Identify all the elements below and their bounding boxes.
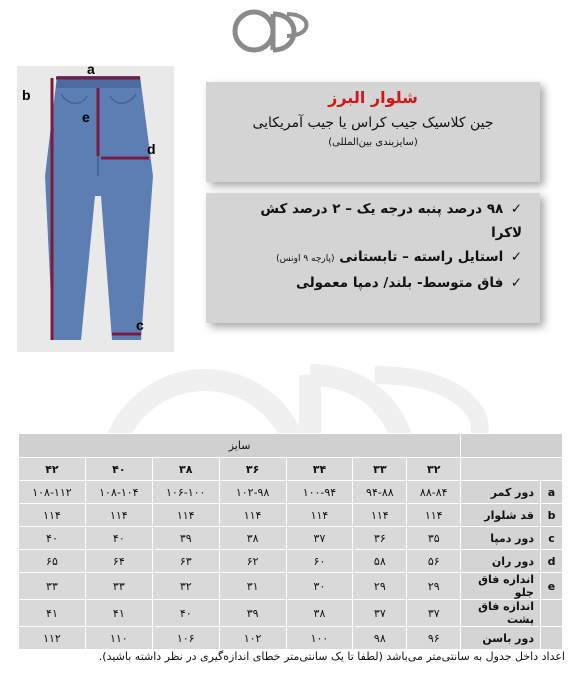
product-title: شلوار البرز: [328, 88, 418, 107]
feature-continuation: لاکرا: [491, 225, 522, 241]
table-cell: ۹۸: [353, 627, 407, 650]
table-row: [19, 481, 563, 504]
check-icon: ✓: [510, 275, 522, 291]
row-letter: c: [541, 527, 563, 550]
table-cell: ۸۸-۸۴: [407, 481, 461, 504]
table-cell: ۱۰۰-۹۴: [286, 481, 353, 504]
table-cell: ۲۹: [407, 573, 461, 600]
table-cell: ۳۳: [19, 573, 86, 600]
table-cell: ۶۲: [219, 550, 286, 573]
table-row: [19, 627, 563, 650]
size-header-row: [19, 434, 563, 458]
feature-text: ۹۸ درصد پنبه درجه یک – ۲ درصد کش: [260, 201, 504, 217]
table-row: [19, 600, 563, 627]
check-icon: ✓: [510, 249, 522, 265]
table-cell: ۱۱۴: [85, 504, 152, 527]
size-cell: ۳۴: [286, 458, 353, 481]
table-cell: ۴۱: [85, 600, 152, 627]
table-cell: ۱۰۲: [219, 627, 286, 650]
table-cell: ۶۵: [19, 550, 86, 573]
table-cell: ۱۰۸-۱۰۴: [85, 481, 152, 504]
product-title-box: [206, 82, 540, 182]
table-cell: ۴۰: [85, 527, 152, 550]
table-cell: ۳۷: [286, 527, 353, 550]
table-cell: ۱۱۴: [353, 504, 407, 527]
table-cell: ۲۹: [353, 573, 407, 600]
product-subtitle: جین کلاسیک جیب کراس یا جیب آمریکایی: [252, 115, 494, 131]
table-cell: ۳۶: [353, 527, 407, 550]
row-letter: b: [541, 504, 563, 527]
table-cell: ۱۰۶-۱۰۰: [152, 481, 219, 504]
row-label: قد شلوار: [461, 504, 541, 527]
feature-item: [206, 245, 540, 271]
table-cell: ۳۰: [286, 573, 353, 600]
table-cell: ۴۰: [152, 600, 219, 627]
table-cell: ۳۲: [152, 573, 219, 600]
sizes-row: [19, 458, 563, 481]
table-cell: ۱۱۴: [407, 504, 461, 527]
jeans-illustration: [17, 66, 174, 352]
row-label: دور دمپا: [461, 527, 541, 550]
table-cell: ۵۸: [353, 550, 407, 573]
table-cell: ۳۵: [407, 527, 461, 550]
label-a: a: [87, 66, 95, 77]
row-label: دور ران: [461, 550, 541, 573]
jeans-measurement-diagram: [17, 66, 174, 352]
table-cell: ۶۳: [152, 550, 219, 573]
label-b: b: [22, 87, 31, 103]
table-cell: ۳۸: [286, 600, 353, 627]
feature-note: (پارچه ۹ اونس): [276, 254, 335, 264]
obd-logo-icon: [229, 6, 319, 56]
table-row: [19, 550, 563, 573]
size-cell: ۳۶: [219, 458, 286, 481]
row-letter: a: [541, 481, 563, 504]
row-label: دور باسن: [461, 627, 541, 650]
table-cell: ۴۰: [19, 527, 86, 550]
table-cell: ۱۰۶: [152, 627, 219, 650]
check-icon: ✓: [510, 201, 522, 217]
table-cell: ۱۰۸-۱۱۲: [19, 481, 86, 504]
table-cell: ۹۶: [407, 627, 461, 650]
table-row: [19, 527, 563, 550]
table-cell: ۱۱۴: [19, 504, 86, 527]
table-cell: ۴۱: [19, 600, 86, 627]
size-table: [18, 433, 563, 650]
measurement-note: اعداد داخل جدول به سانتی‌متر می‌باشد (لطفا تا یک سانتی‌متر خطای اندازه‌گیری در نظر داشته باشید).: [98, 650, 565, 663]
table-cell: ۶۰: [286, 550, 353, 573]
sizes-row-corner: [461, 458, 563, 481]
feature-item: [206, 197, 540, 221]
table-cell: ۱۱۴: [219, 504, 286, 527]
size-cell: ۳۲: [407, 458, 461, 481]
label-c: c: [136, 317, 144, 333]
table-cell: ۳۷: [353, 600, 407, 627]
label-d: d: [147, 141, 156, 157]
table-cell: ۳۸: [219, 527, 286, 550]
header-corner: [461, 434, 563, 458]
sizing-note: (سایزبندی بین‌المللی): [328, 137, 418, 148]
table-cell: ۳۷: [407, 600, 461, 627]
label-e: e: [82, 109, 90, 125]
row-letter: d: [541, 550, 563, 573]
size-cell: ۳۳: [353, 458, 407, 481]
size-cell: ۳۸: [152, 458, 219, 481]
table-row: [19, 573, 563, 600]
table-cell: ۱۱۰: [85, 627, 152, 650]
row-label: اندازه فاق جلو: [461, 573, 541, 600]
table-cell: ۱۱۴: [152, 504, 219, 527]
row-letter: e: [541, 573, 563, 600]
feature-text: استایل راسته – تابستانی: [339, 249, 504, 265]
table-row: [19, 504, 563, 527]
table-cell: ۳۱: [219, 573, 286, 600]
size-cell: ۴۲: [19, 458, 86, 481]
features-box: [206, 193, 540, 323]
size-header: سایز: [19, 434, 461, 458]
table-cell: ۶۴: [85, 550, 152, 573]
feature-text: فاق متوسط- بلند/ دمپا معمولی: [295, 275, 504, 291]
table-cell: ۱۰۰: [286, 627, 353, 650]
feature-item: [206, 271, 540, 295]
table-cell: ۳۹: [219, 600, 286, 627]
table-cell: ۹۴-۸۸: [353, 481, 407, 504]
table-cell: ۱۱۴: [286, 504, 353, 527]
row-label: دور کمر: [461, 481, 541, 504]
size-cell: ۴۰: [85, 458, 152, 481]
row-letter: [541, 600, 563, 627]
row-label: اندازه فاق پشت: [461, 600, 541, 627]
row-letter: [541, 627, 563, 650]
table-cell: ۱۰۲-۹۸: [219, 481, 286, 504]
table-cell: ۱۱۲: [19, 627, 86, 650]
table-cell: ۵۶: [407, 550, 461, 573]
table-cell: ۳۹: [152, 527, 219, 550]
table-cell: ۳۳: [85, 573, 152, 600]
